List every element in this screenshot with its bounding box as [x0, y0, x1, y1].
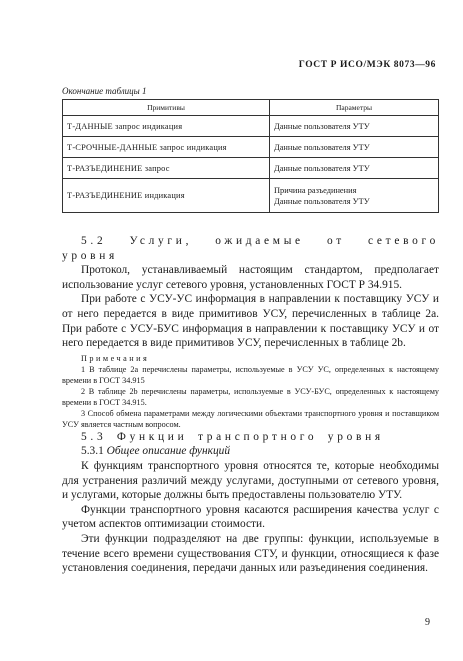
- subsection-number: 5.3.1: [81, 445, 104, 458]
- paragraph: Эти функции подразделяют на две группы: функции, используемые в течение всего времени существования СТУ, и функции, относящиеся к фазе установления соединения, передачи данных или разъединения соединения.: [62, 532, 439, 575]
- paragraph: К функциям транспортного уровня относятся те, которые необходимы для устранения различий между услугами, доступными от сетевого уровня, и услугами, которые должны быть предоставлены пользователю УТУ.: [62, 459, 439, 502]
- document-body: [62, 234, 439, 576]
- parameter-line: Данные пользователя УТУ: [274, 196, 370, 206]
- page-number: 9: [425, 617, 430, 628]
- table-row: [63, 137, 439, 158]
- parameter-line: Причина разъединения: [274, 185, 357, 195]
- table-header-primitives: Примитивы: [63, 100, 270, 116]
- subsection-heading: [62, 444, 439, 459]
- table-row: [63, 158, 439, 179]
- note-item: 3 Способ обмена параметрами между логическими объектами транспортного уровня и поставщиком УСУ является частным вопросом.: [62, 408, 439, 429]
- section-title: 5.2 Услуги, ожидаемые от сетевого уровня: [62, 235, 439, 262]
- table-row: [63, 179, 439, 213]
- parameters-cell: Данные пользователя УТУ: [270, 116, 439, 137]
- paragraph: Протокол, устанавливаемый настоящим стандартом, предполагает использование услуг сетевого уровня, установленных ГОСТ Р 34.915.: [62, 264, 439, 291]
- note-item: 1 В таблице 2а перечислены параметры, используемые в УСУ УС, определенных к настоящему времени в ГОСТ 34.915: [62, 364, 439, 385]
- parameters-cell: Данные пользователя УТУ: [270, 158, 439, 179]
- primitive-cell: Т-ДАННЫЕ запрос индикация: [63, 116, 270, 137]
- primitive-cell: Т-РАЗЪЕДИНЕНИЕ индикация: [63, 179, 270, 213]
- table-caption: Окончание таблицы 1: [62, 86, 147, 96]
- table-header-row: [63, 100, 439, 116]
- primitive-cell: Т-РАЗЪЕДИНЕНИЕ запрос: [63, 158, 270, 179]
- parameters-cell: [270, 179, 439, 213]
- notes-title: Примечания: [81, 353, 150, 363]
- document-header: ГОСТ Р ИСО/МЭК 8073—96: [298, 60, 436, 70]
- section-title: 5.3 Функции транспортного уровня: [81, 430, 384, 443]
- notes-block: [62, 353, 439, 430]
- table-header-parameters: Параметры: [270, 100, 439, 116]
- primitives-table: [62, 99, 439, 213]
- parameters-cell: Данные пользователя УТУ: [270, 137, 439, 158]
- paragraph: При работе с УСУ-УС информация в направлении к поставщику УСУ и от него передается в виде примитивов УСУ, перечисленных в таблице 2а. При работе с УСУ-БУС информация в направлении к поставщику УСУ и от него передается в виде примитивов УСУ, перечисленных в таблице 2b.: [62, 293, 439, 350]
- primitive-cell: Т-СРОЧНЫЕ-ДАННЫЕ запрос индикация: [63, 137, 270, 158]
- note-item: 2 В таблице 2b перечислены параметры, используемые в УСУ-БУС, определенных к настоящему времени в ГОСТ 34.915.: [62, 386, 439, 407]
- table-row: [63, 116, 439, 137]
- subsection-title: Общее описание функций: [106, 445, 231, 458]
- paragraph: Функции транспортного уровня касаются расширения качества услуг с учетом аспектов оптимизации стоимости.: [62, 503, 439, 531]
